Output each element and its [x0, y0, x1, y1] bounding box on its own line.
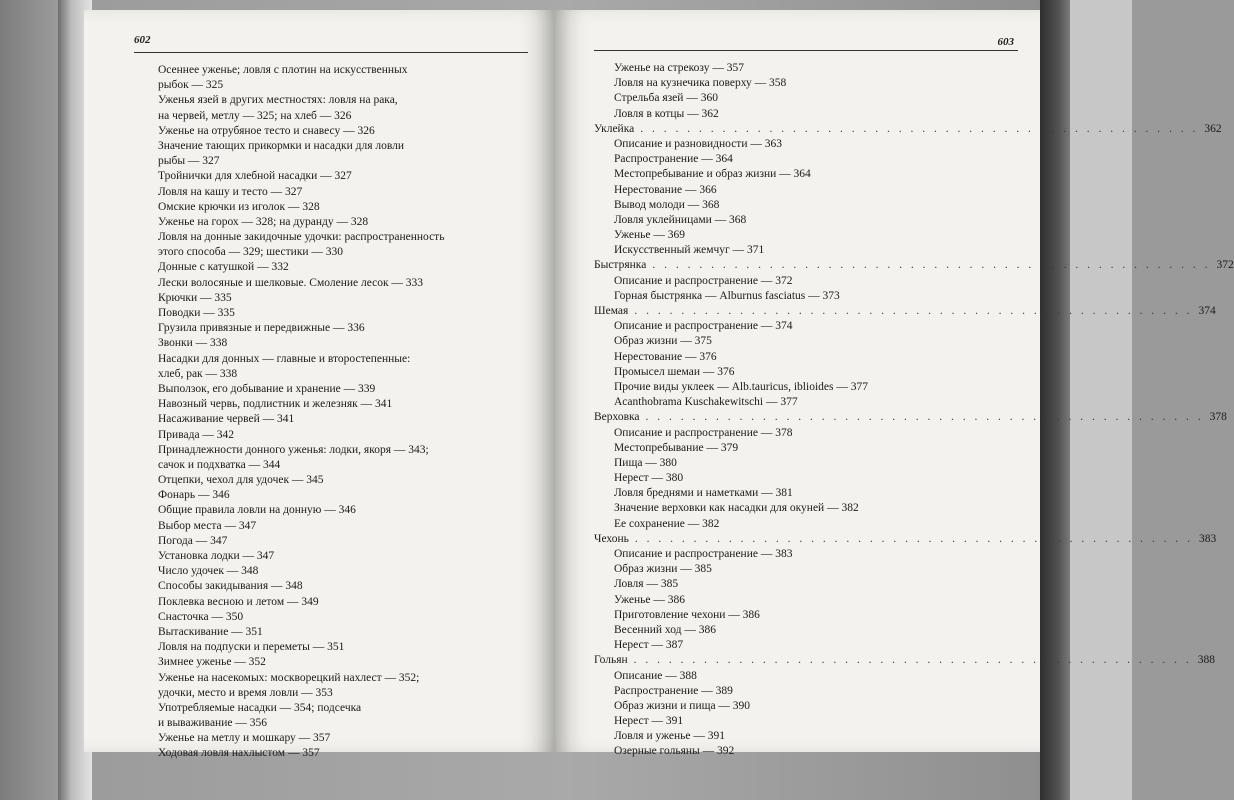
- toc-line: Горная быстрянка — Alburnus fasciatus — 373: [614, 289, 840, 302]
- toc-line: Привада — 342: [158, 428, 235, 441]
- toc-line: хлеб, рак — 338: [158, 367, 238, 380]
- toc-line: Нерестование — 366: [614, 183, 717, 196]
- toc-line: Местопребывание и образ жизни — 364: [614, 168, 811, 181]
- toc-line: Образ жизни — 385: [614, 563, 712, 576]
- toc-chapter-heading: [594, 122, 1222, 137]
- toc-line: Фонарь — 346: [158, 489, 230, 502]
- chapter-page-number: 388: [1197, 654, 1216, 667]
- toc-line: Описание — 388: [614, 669, 697, 682]
- toc-line: Насадки для донных — главные и второстепенные:: [158, 352, 411, 365]
- left-contents-list: [158, 63, 528, 762]
- toc-line: Искусственный жемчуг — 371: [614, 244, 765, 257]
- toc-line: Ловля бреднями и наметками — 381: [614, 487, 793, 500]
- toc-line: Звонки — 338: [158, 337, 228, 350]
- chapter-title: Шемая: [594, 305, 629, 317]
- toc-line: Уженье на насекомых: москворецкий нахлест — 352;: [158, 671, 420, 684]
- toc-line: Общие правила ловли на донную — 346: [158, 504, 356, 517]
- toc-line: Выползок, его добывание и хранение — 339: [158, 382, 376, 395]
- toc-line: Уженье на горох — 328; на дуранду — 328: [158, 215, 369, 228]
- toc-chapter-heading: [594, 258, 1234, 273]
- toc-line: Образ жизни и пища — 390: [614, 699, 751, 712]
- left-page-number: 602: [134, 34, 151, 46]
- toc-line: Ловля в котцы — 362: [614, 107, 719, 120]
- right-header-rule: [594, 50, 1018, 51]
- chapter-page-number: 372: [1216, 259, 1234, 272]
- toc-line: Распространение — 389: [614, 684, 733, 697]
- dot-leader: . . . . . . . . . . . . . . . . . . . . . . . . . . . . . . . . . . . . . . . . . . . . . . . .: [633, 654, 1192, 667]
- toc-line: Уженье на стрекозу — 357: [614, 62, 744, 74]
- toc-line: Значение верховки как насадки для окуней — 382: [614, 502, 859, 515]
- scanner-bed-edge: [1070, 0, 1132, 800]
- toc-line: Способы закидывания — 348: [158, 580, 303, 593]
- toc-line: Навозный червь, подлистник и железняк — 341: [158, 398, 393, 411]
- right-page: [554, 10, 1234, 758]
- toc-line: Насаживание червей — 341: [158, 413, 295, 426]
- toc-line: Озерные гольяны — 392: [614, 745, 735, 758]
- toc-line: удочки, место и время ловли — 353: [158, 686, 333, 699]
- toc-line: Описание и распространение — 383: [614, 548, 793, 560]
- toc-line: Весенний ход — 386: [614, 623, 716, 636]
- toc-line: Ее сохранение — 382: [614, 517, 720, 530]
- chapter-title: Уклейка: [594, 122, 635, 135]
- dot-leader: . . . . . . . . . . . . . . . . . . . . . . . . . . . . . . . . . . . . . . . . . . . . . . . .: [634, 305, 1193, 317]
- toc-line: Поклевка весною и летом — 349: [158, 595, 319, 608]
- toc-chapter-heading: [594, 304, 1216, 319]
- toc-chapter-heading: [594, 410, 1227, 425]
- toc-line: рыбок — 325: [158, 79, 224, 92]
- toc-line: Вытаскивание — 351: [158, 625, 263, 638]
- toc-line: Ловля и уженье — 391: [614, 730, 725, 743]
- left-page: [84, 10, 554, 760]
- toc-line: и вываживание — 356: [158, 717, 267, 730]
- toc-line: Пища — 380: [614, 456, 677, 469]
- toc-line: Уженье на отрубяное тесто и снавесу — 326: [158, 124, 375, 137]
- toc-line: на червей, метлу — 325; на хлеб — 326: [158, 109, 352, 122]
- toc-line: Нерестование — 376: [614, 350, 717, 363]
- chapter-page-number: 378: [1209, 411, 1227, 424]
- toc-line: Прочие виды уклеек — Alb.tauricus, iblioides — 377: [614, 380, 868, 393]
- toc-line: Донные с катушкой — 332: [158, 261, 289, 274]
- toc-line: Ловля на подпуски и переметы — 351: [158, 641, 345, 654]
- toc-line: Тройнички для хлебной насадки — 327: [158, 170, 352, 183]
- toc-line: Установка лодки — 347: [158, 550, 275, 562]
- toc-line: Ловля на донные закидочные удочки: распространенность: [158, 231, 445, 244]
- toc-line: Описание и разновидности — 363: [614, 137, 782, 150]
- toc-line: Acanthobrama Kuschakewitschi — 377: [614, 396, 798, 409]
- toc-line: Местопребывание — 379: [614, 441, 739, 454]
- toc-line: Уженье — 386: [614, 593, 686, 606]
- toc-line: Ловля — 385: [614, 578, 679, 591]
- chapter-page-number: 374: [1198, 305, 1216, 317]
- toc-line: Описание и распространение — 378: [614, 426, 793, 439]
- toc-line: Отцепки, чехол для удочек — 345: [158, 474, 324, 487]
- toc-line: Приготовление чехони — 386: [614, 608, 760, 621]
- right-contents-list: [594, 61, 1234, 760]
- toc-line: этого способа — 329; шестики — 330: [158, 246, 344, 259]
- toc-line: Погода — 347: [158, 534, 228, 547]
- toc-line: Выбор места — 347: [158, 519, 257, 532]
- toc-line: Грузила привязные и передвижные — 336: [158, 322, 365, 335]
- dot-leader: . . . . . . . . . . . . . . . . . . . . . . . . . . . . . . . . . . . . . . . . . . . . . . . .: [645, 411, 1204, 424]
- dot-leader: . . . . . . . . . . . . . . . . . . . . . . . . . . . . . . . . . . . . . . . . . . . . . . . .: [640, 122, 1199, 135]
- toc-line: Зимнее уженье — 352: [158, 656, 266, 669]
- toc-line: Нерест — 380: [614, 472, 684, 485]
- toc-line: Нерест — 391: [614, 715, 684, 728]
- toc-line: Снасточка — 350: [158, 610, 244, 623]
- toc-line: рыбы — 327: [158, 155, 220, 168]
- toc-chapter-heading: [594, 653, 1216, 668]
- toc-line: Распространение — 364: [614, 153, 733, 166]
- toc-line: Ловля на кузнечика поверху — 358: [614, 77, 787, 90]
- toc-line: Уженье на метлу и мошкару — 357: [158, 732, 331, 745]
- chapter-title: Быстрянка: [594, 259, 647, 272]
- toc-line: Стрельба язей — 360: [614, 92, 718, 105]
- toc-chapter-heading: [594, 532, 1217, 547]
- toc-line: сачок и подхватка — 344: [158, 458, 281, 471]
- toc-line: Ловля на кашу и тесто — 327: [158, 185, 303, 198]
- toc-line: Уженья язей в других местностях: ловля на рака,: [158, 94, 398, 107]
- toc-line: Поводки — 335: [158, 307, 235, 319]
- toc-line: Ловля уклейницами — 368: [614, 213, 747, 226]
- toc-line: Крючки — 335: [158, 291, 232, 304]
- toc-line: Описание и распространение — 374: [614, 320, 793, 333]
- toc-line: Значение тающих прикормки и насадки для ловли: [158, 139, 405, 152]
- toc-line: Вывод молоди — 368: [614, 198, 720, 211]
- toc-line: Лески волосяные и шелковые. Смоление лесок — 333: [158, 276, 424, 289]
- toc-line: Осеннее уженье; ловля с плотин на искусственных: [158, 64, 408, 76]
- toc-line: Ходовая ловля нахлыстом — 357: [158, 747, 320, 760]
- toc-line: Омские крючки из иголок — 328: [158, 200, 320, 213]
- dot-leader: . . . . . . . . . . . . . . . . . . . . . . . . . . . . . . . . . . . . . . . . . . . . . . . .: [652, 259, 1211, 272]
- right-page-number: 603: [997, 36, 1014, 48]
- toc-line: Промысел шемаи — 376: [614, 365, 735, 378]
- toc-line: Описание и распространение — 372: [614, 274, 793, 287]
- chapter-title: Гольян: [594, 654, 628, 667]
- toc-line: Употребляемые насадки — 354; подсечка: [158, 701, 362, 714]
- chapter-page-number: 362: [1204, 122, 1222, 135]
- toc-line: Образ жизни — 375: [614, 335, 712, 348]
- chapter-title: Верховка: [594, 411, 640, 424]
- toc-line: Принадлежности донного уженья: лодки, якоря — 343;: [158, 443, 429, 456]
- chapter-page-number: 383: [1199, 532, 1217, 545]
- toc-line: Уженье — 369: [614, 229, 686, 242]
- chapter-title: Чехонь: [594, 532, 629, 545]
- toc-line: Нерест — 387: [614, 639, 684, 652]
- toc-line: Число удочек — 348: [158, 565, 259, 578]
- book-cover-right-edge: [1040, 0, 1070, 800]
- dot-leader: . . . . . . . . . . . . . . . . . . . . . . . . . . . . . . . . . . . . . . . . . . . . . . . .: [634, 532, 1194, 545]
- left-header-rule: [134, 52, 528, 53]
